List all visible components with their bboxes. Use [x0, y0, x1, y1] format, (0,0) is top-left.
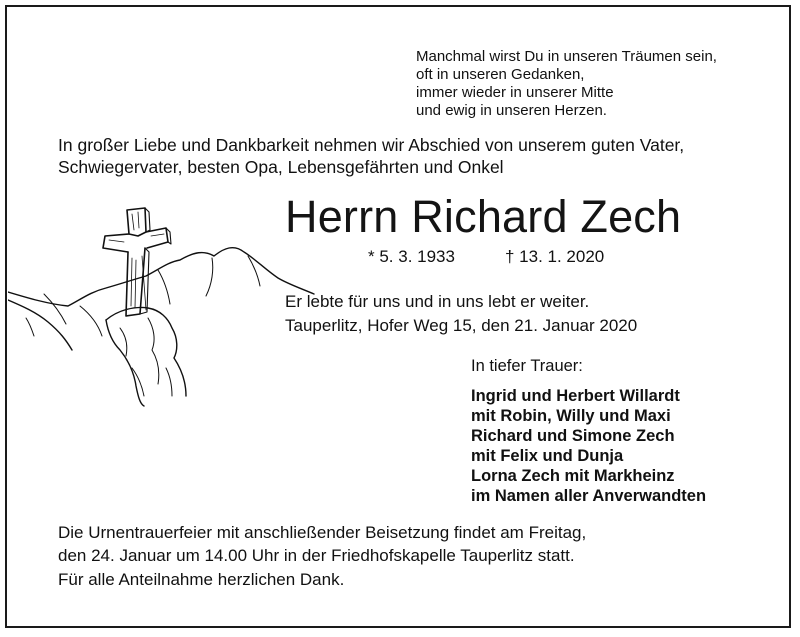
mourner-line: Lorna Zech mit Markheinz	[471, 467, 675, 485]
poem-line: immer wieder in unserer Mitte	[416, 84, 614, 101]
thanks-line: Für alle Anteilnahme herzlichen Dank.	[58, 570, 345, 589]
memorial-poem	[416, 48, 717, 120]
summit-cross-icon	[8, 200, 318, 410]
mourning-label: In tiefer Trauer:	[471, 357, 583, 375]
poem-line: und ewig in unseren Herzen.	[416, 102, 607, 119]
farewell-intro	[58, 134, 684, 178]
service-line: den 24. Januar um 14.00 Uhr in der Friedhofskapelle Tauperlitz statt.	[58, 546, 575, 565]
intro-line: Schwiegervater, besten Opa, Lebensgefährten und Onkel	[58, 157, 504, 177]
intro-line: In großer Liebe und Dankbarkeit nehmen wir Abschied von unserem guten Vater,	[58, 135, 685, 155]
mourner-line: mit Robin, Willy und Maxi	[471, 407, 671, 425]
life-statement	[285, 290, 637, 338]
birth-date: * 5. 3. 1933	[368, 247, 455, 266]
poem-line: Manchmal wirst Du in unseren Träumen sein,	[416, 48, 717, 65]
mourner-line: Ingrid und Herbert Willardt	[471, 387, 680, 405]
mourner-line: Richard und Simone Zech	[471, 427, 675, 445]
life-line: Er lebte für uns und in uns lebt er weiter.	[285, 292, 590, 311]
poem-line: oft in unseren Gedanken,	[416, 66, 585, 83]
deceased-name: Herrn Richard Zech	[285, 191, 682, 242]
death-date: † 13. 1. 2020	[505, 247, 605, 266]
mourner-line: mit Felix und Dunja	[471, 447, 624, 465]
service-line: Die Urnentrauerfeier mit anschließender Beisetzung findet am Freitag,	[58, 523, 587, 542]
service-details	[58, 521, 586, 567]
mourners-list	[471, 386, 706, 506]
mourner-line: im Namen aller Anverwandten	[471, 487, 707, 505]
place-date-line: Tauperlitz, Hofer Weg 15, den 21. Januar 2020	[285, 316, 638, 335]
